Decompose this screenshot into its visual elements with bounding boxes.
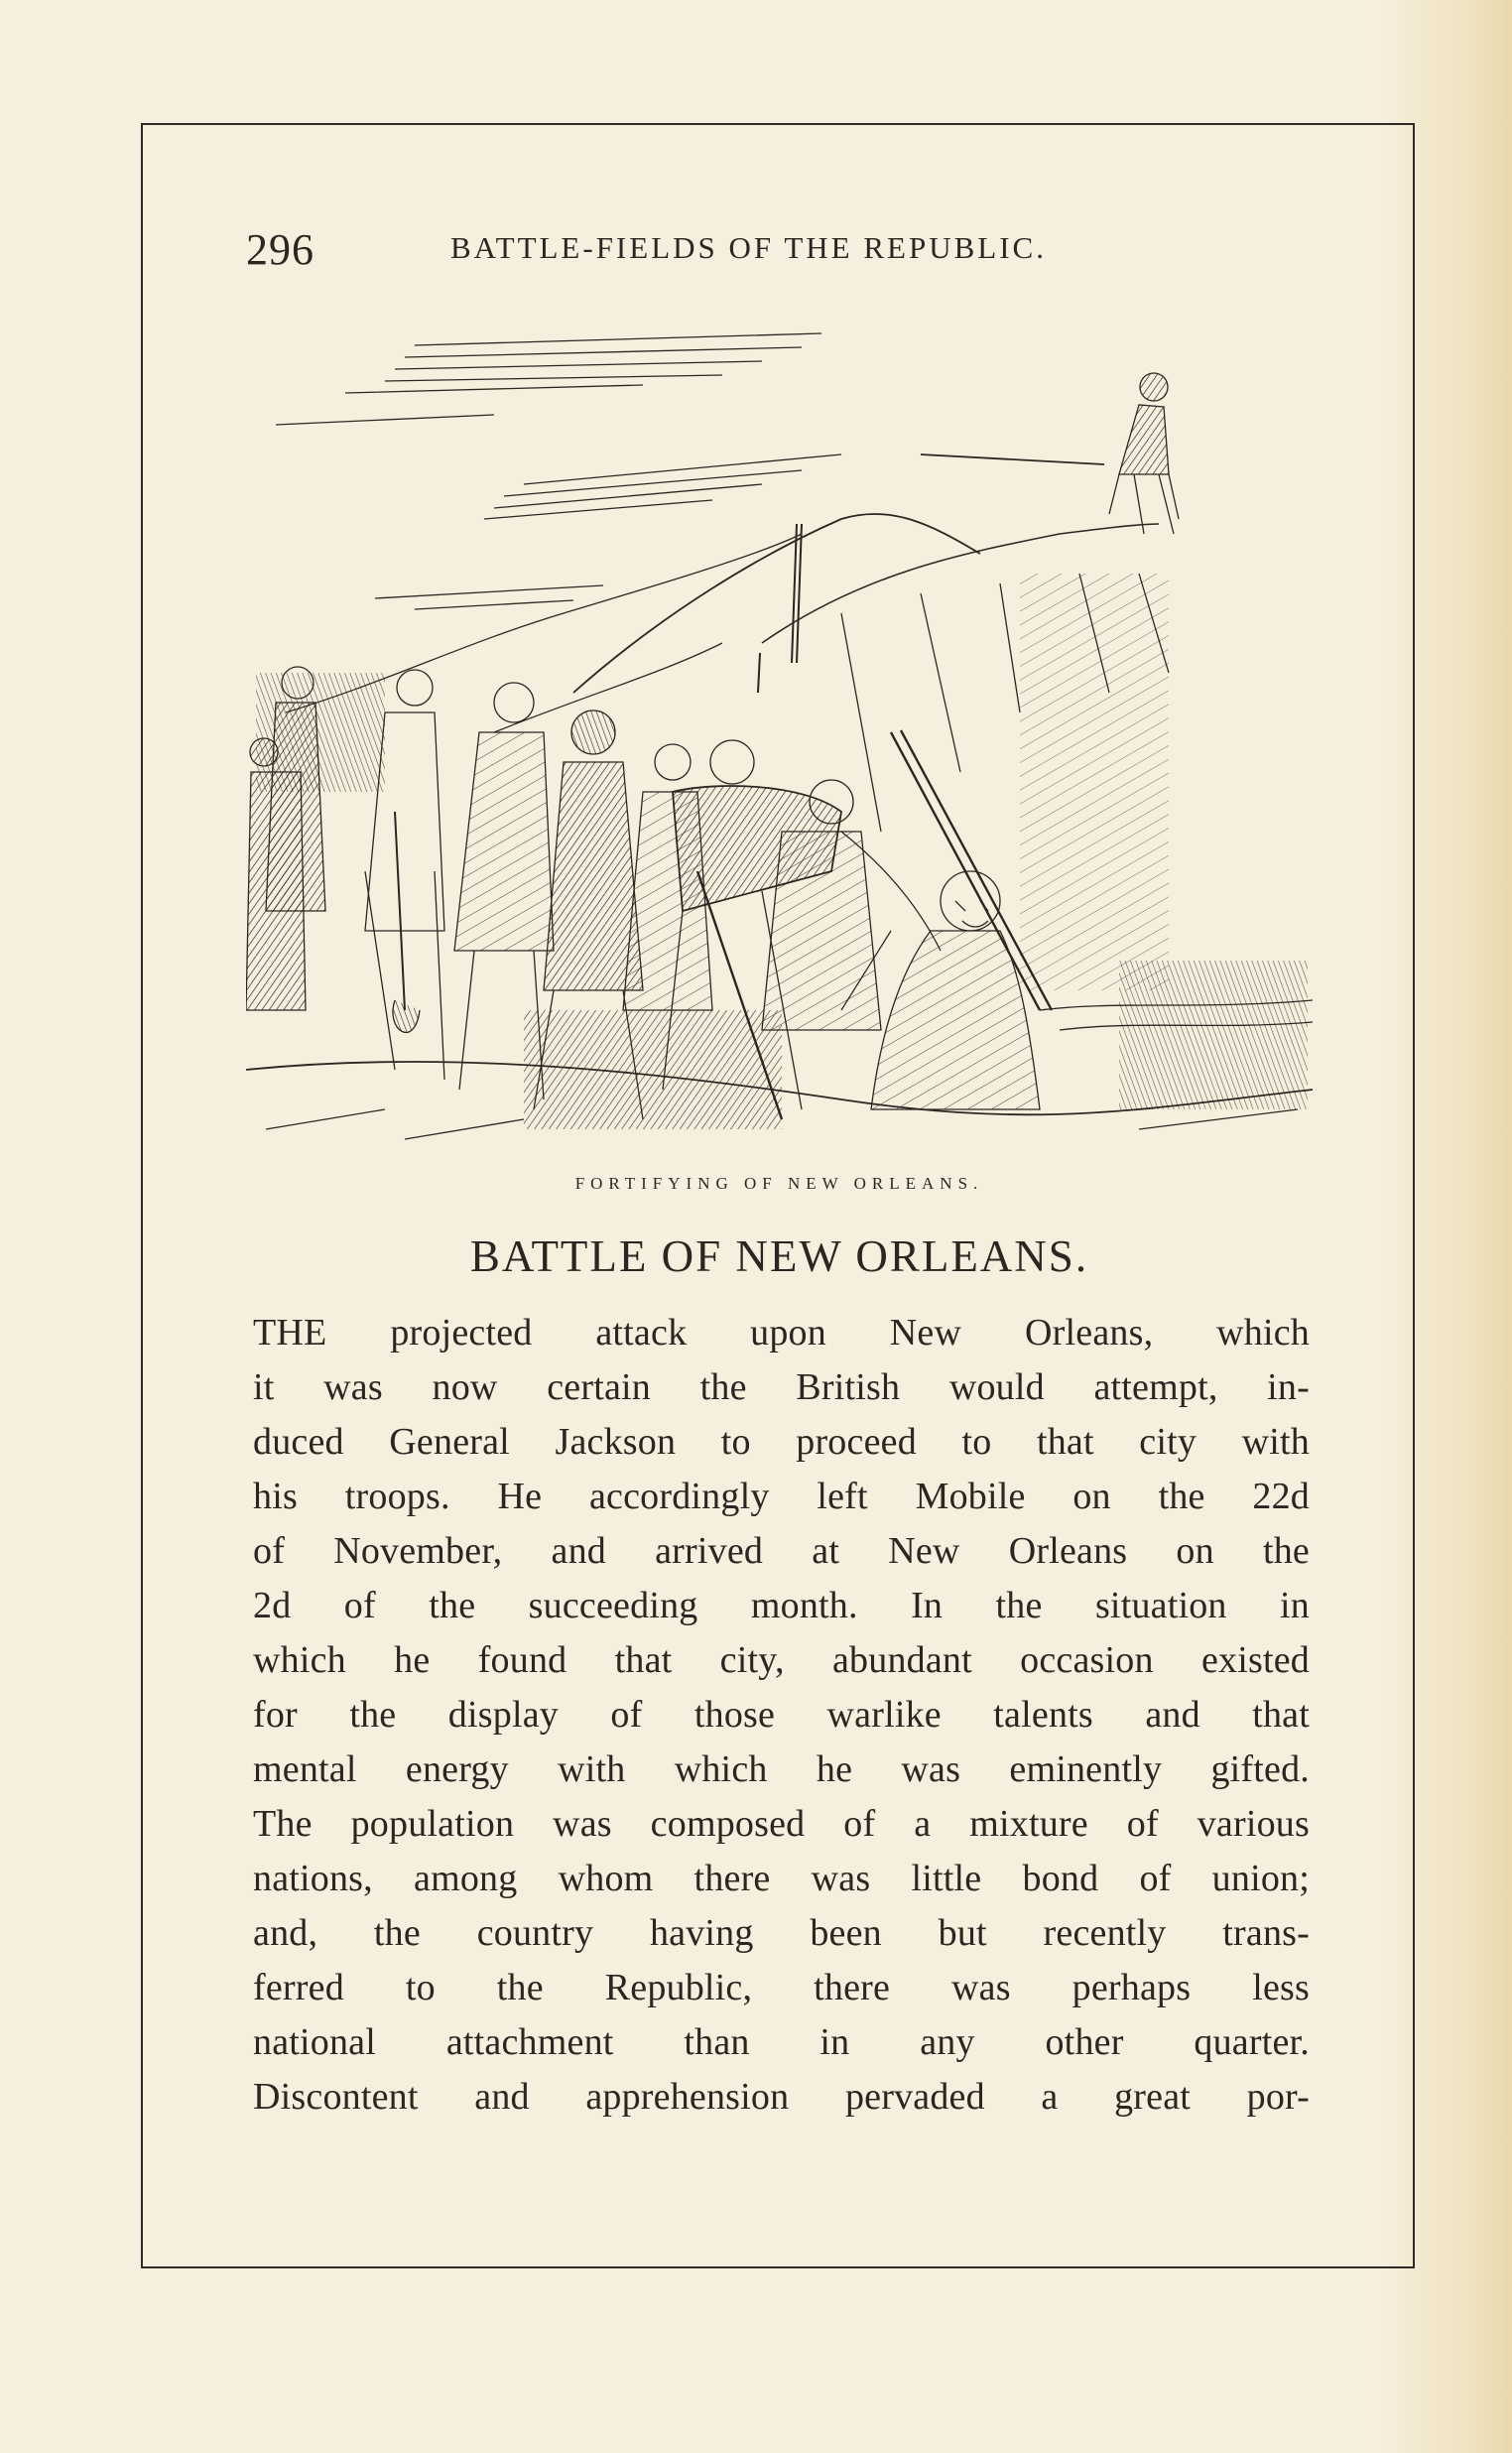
page-number: 296 xyxy=(246,225,315,274)
text-line: his troops. He accordingly left Mobile on the 22d xyxy=(253,1476,1310,1517)
running-head xyxy=(246,224,1139,274)
text-line: of November, and arrived at New Orleans on the xyxy=(253,1530,1310,1572)
text-line: mental energy with which he was eminently gifted. xyxy=(253,1748,1310,1790)
text-line: Discontent and apprehension pervaded a great por- xyxy=(253,2076,1310,2118)
text-line: duced General Jackson to proceed to that city with xyxy=(253,1421,1310,1463)
text-line: which he found that city, abundant occasion existed xyxy=(253,1639,1310,1681)
running-title: BATTLE-FIELDS OF THE REPUBLIC. xyxy=(450,230,1047,265)
body-paragraph xyxy=(253,1306,1310,2125)
engraving-soldiers-fortifying-icon xyxy=(246,316,1313,1149)
text-line: nations, among whom there was little bond of union; xyxy=(253,1858,1310,1899)
text-line: for the display of those warlike talents and that xyxy=(253,1694,1310,1736)
text-line: national attachment than in any other quarter. xyxy=(253,2021,1310,2063)
illustration-caption: FORTIFYING OF NEW ORLEANS. xyxy=(574,1174,984,1193)
section-heading: BATTLE OF NEW ORLEANS. xyxy=(469,1231,1089,1281)
text-line: 2d of the succeeding month. In the situation in xyxy=(253,1585,1310,1626)
text-line: The population was composed of a mixture of various xyxy=(253,1803,1310,1845)
text-line: it was now certain the British would attempt, in- xyxy=(253,1366,1310,1408)
text-line: THE projected attack upon New Orleans, which xyxy=(253,1312,1310,1354)
text-line: and, the country having been but recently trans- xyxy=(253,1912,1310,1954)
text-line: ferred to the Republic, there was perhaps less xyxy=(253,1967,1310,2008)
